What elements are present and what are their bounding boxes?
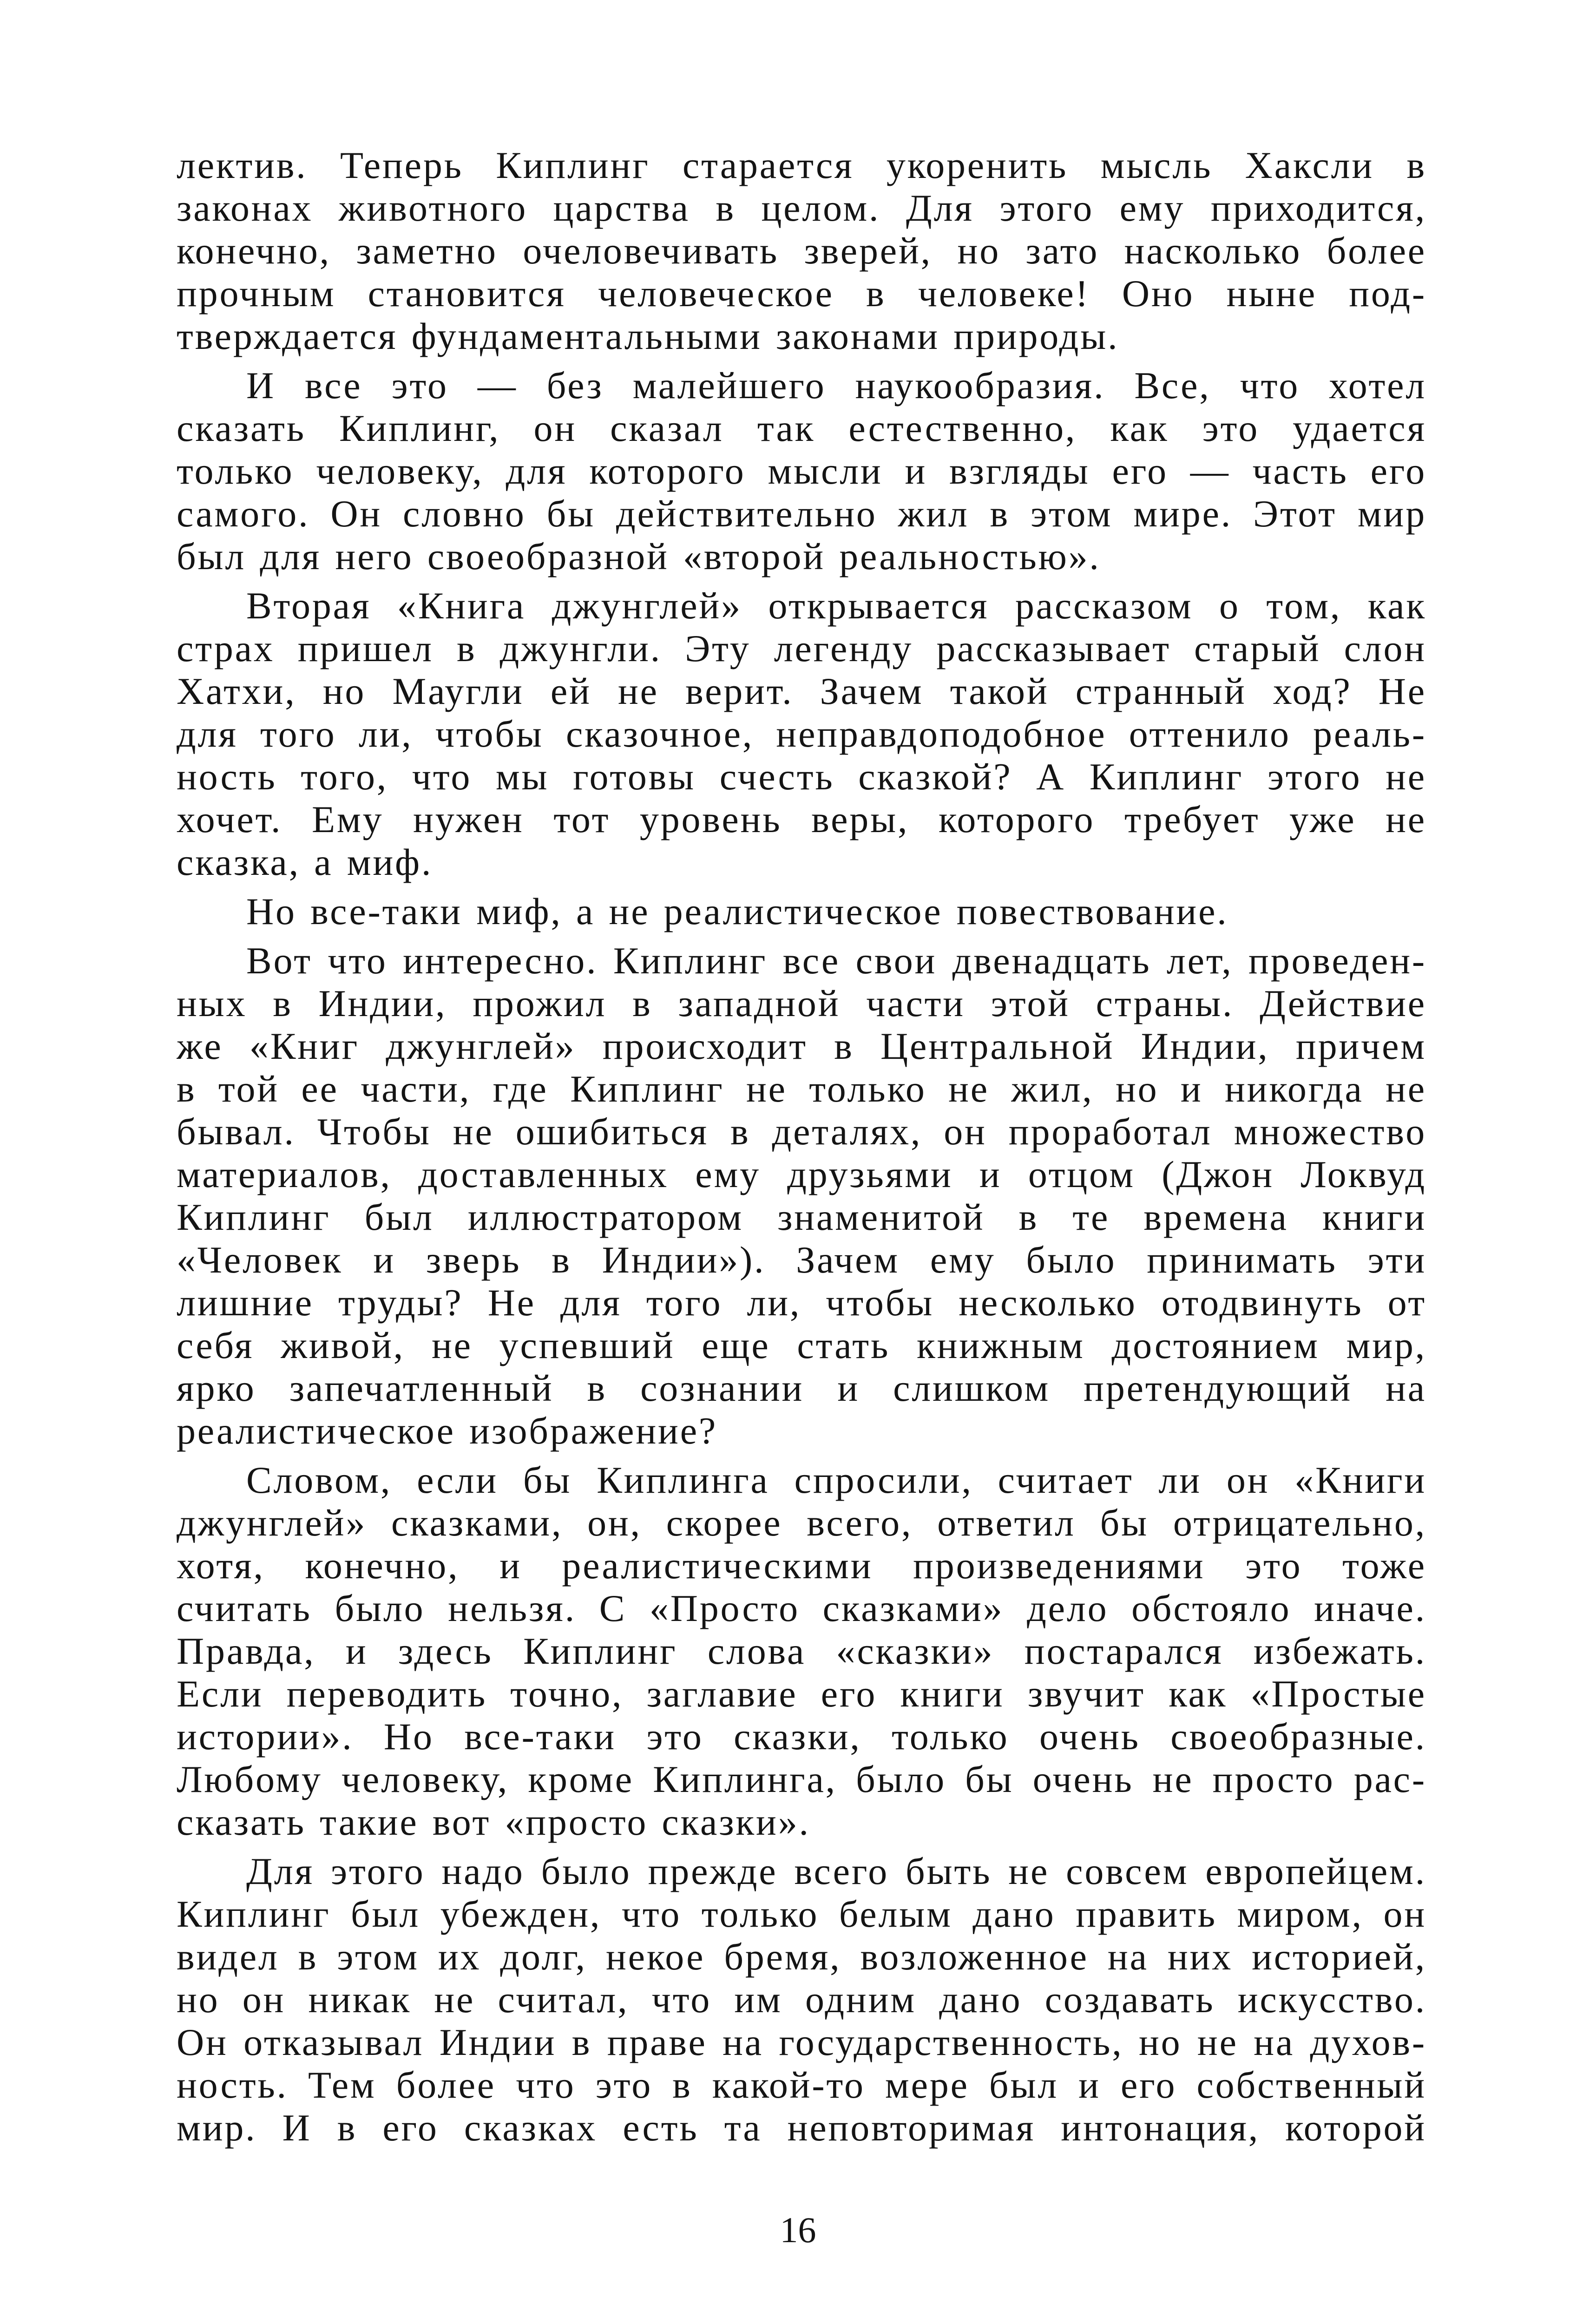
text-line: сказать Киплинг, он сказал так естественно, как это удается	[177, 407, 1426, 449]
text-line: же «Книг джунглей» происходит в Центральной Индии, причем	[177, 1025, 1426, 1067]
text-line: Любому человеку, кроме Киплинга, было бы очень не просто рас-	[177, 1758, 1426, 1800]
text-line: Для этого надо было прежде всего быть не совсем европейцем.	[246, 1850, 1426, 1892]
body-text	[177, 144, 1426, 2156]
text-line: хотя, конечно, и реалистическими произведениями это тоже	[177, 1544, 1426, 1587]
text-line: был для него своеобразной «второй реальностью».	[177, 535, 1101, 577]
text-line: Но все-таки миф, а не реалистическое повествование.	[246, 890, 1228, 932]
text-line: «Человек и зверь в Индии»). Зачем ему было принимать эти	[177, 1239, 1426, 1281]
text-line: И все это — без малейшего наукообразия. Все, что хотел	[246, 364, 1426, 407]
text-line: лишние труды? Не для того ли, чтобы несколько отодвинуть от	[177, 1281, 1426, 1324]
paragraph	[177, 939, 1426, 1452]
text-line: законах животного царства в целом. Для этого ему приходится,	[177, 187, 1426, 229]
text-line: Он отказывал Индии в праве на государственность, но не на духов-	[177, 2021, 1426, 2063]
text-line: сказать такие вот «просто сказки».	[177, 1801, 810, 1843]
text-line: мир. И в его сказках есть та неповторимая интонация, которой	[177, 2106, 1426, 2149]
text-line: но он никак не считал, что им одним дано создавать искусство.	[177, 1978, 1426, 2021]
paragraph	[177, 584, 1426, 884]
text-line: Словом, если бы Киплинга спросили, считает ли он «Книги	[246, 1459, 1426, 1501]
text-line: считать было нельзя. С «Просто сказками» дело обстояло иначе.	[177, 1587, 1426, 1629]
text-line: видел в этом их долг, некое бремя, возложенное на них историей,	[177, 1936, 1426, 1978]
text-line: Правда, и здесь Киплинг слова «сказки» постарался избежать.	[177, 1630, 1426, 1672]
text-line: в той ее части, где Киплинг не только не жил, но и никогда не	[177, 1068, 1426, 1110]
paragraph	[177, 144, 1426, 358]
text-line: джунглей» сказками, он, скорее всего, ответил бы отрицательно,	[177, 1502, 1426, 1544]
text-line: ярко запечатленный в сознании и слишком претендующий на	[177, 1367, 1426, 1409]
paragraph	[177, 890, 1426, 933]
text-line: только человеку, для которого мысли и взгляды его — часть его	[177, 450, 1426, 492]
text-line: Вот что интересно. Киплинг все свои двенадцать лет, проведен-	[246, 939, 1426, 982]
page-number: 16	[780, 2210, 816, 2250]
text-line: истории». Но все-таки это сказки, только очень своеобразные.	[177, 1715, 1426, 1758]
text-line: самого. Он словно бы действительно жил в этом мире. Этот мир	[177, 492, 1426, 535]
text-line: бывал. Чтобы не ошибиться в деталях, он проработал множество	[177, 1110, 1426, 1153]
text-line: Киплинг был убежден, что только белым дано править миром, он	[177, 1893, 1426, 1935]
text-line: прочным становится человеческое в человеке! Оно ныне под-	[177, 272, 1426, 315]
text-line: ность того, что мы готовы счесть сказкой? А Киплинг этого не	[177, 755, 1426, 798]
paragraph	[177, 1850, 1426, 2149]
paragraph	[177, 1459, 1426, 1844]
text-line: лектив. Теперь Киплинг старается укоренить мысль Хаксли в	[177, 144, 1426, 186]
text-line: хочет. Ему нужен тот уровень веры, которого требует уже не	[177, 798, 1426, 840]
text-line: ность. Тем более что это в какой-то мере был и его собственный	[177, 2064, 1426, 2106]
text-line: материалов, доставленных ему друзьями и отцом (Джон Локвуд	[177, 1153, 1426, 1195]
paragraph	[177, 364, 1426, 578]
text-line: тверждается фундаментальными законами природы.	[177, 315, 1119, 357]
text-line: реалистическое изображение?	[177, 1410, 718, 1452]
text-line: страх пришел в джунгли. Эту легенду рассказывает старый слон	[177, 627, 1426, 669]
text-line: себя живой, не успевший еще стать книжным достоянием мир,	[177, 1324, 1426, 1366]
text-line: конечно, заметно очеловечивать зверей, но зато насколько более	[177, 230, 1426, 272]
text-line: сказка, а миф.	[177, 841, 433, 883]
text-line: Если переводить точно, заглавие его книги звучит как «Простые	[177, 1673, 1426, 1715]
text-line: Хатхи, но Маугли ей не верит. Зачем такой странный ход? Не	[177, 670, 1426, 712]
text-line: Вторая «Книга джунглей» открывается рассказом о том, как	[246, 584, 1426, 627]
text-line: ных в Индии, прожил в западной части этой страны. Действие	[177, 982, 1426, 1024]
text-line: Киплинг был иллюстратором знаменитой в те времена книги	[177, 1196, 1426, 1238]
text-line: для того ли, чтобы сказочное, неправдоподобное оттенило реаль-	[177, 713, 1426, 755]
